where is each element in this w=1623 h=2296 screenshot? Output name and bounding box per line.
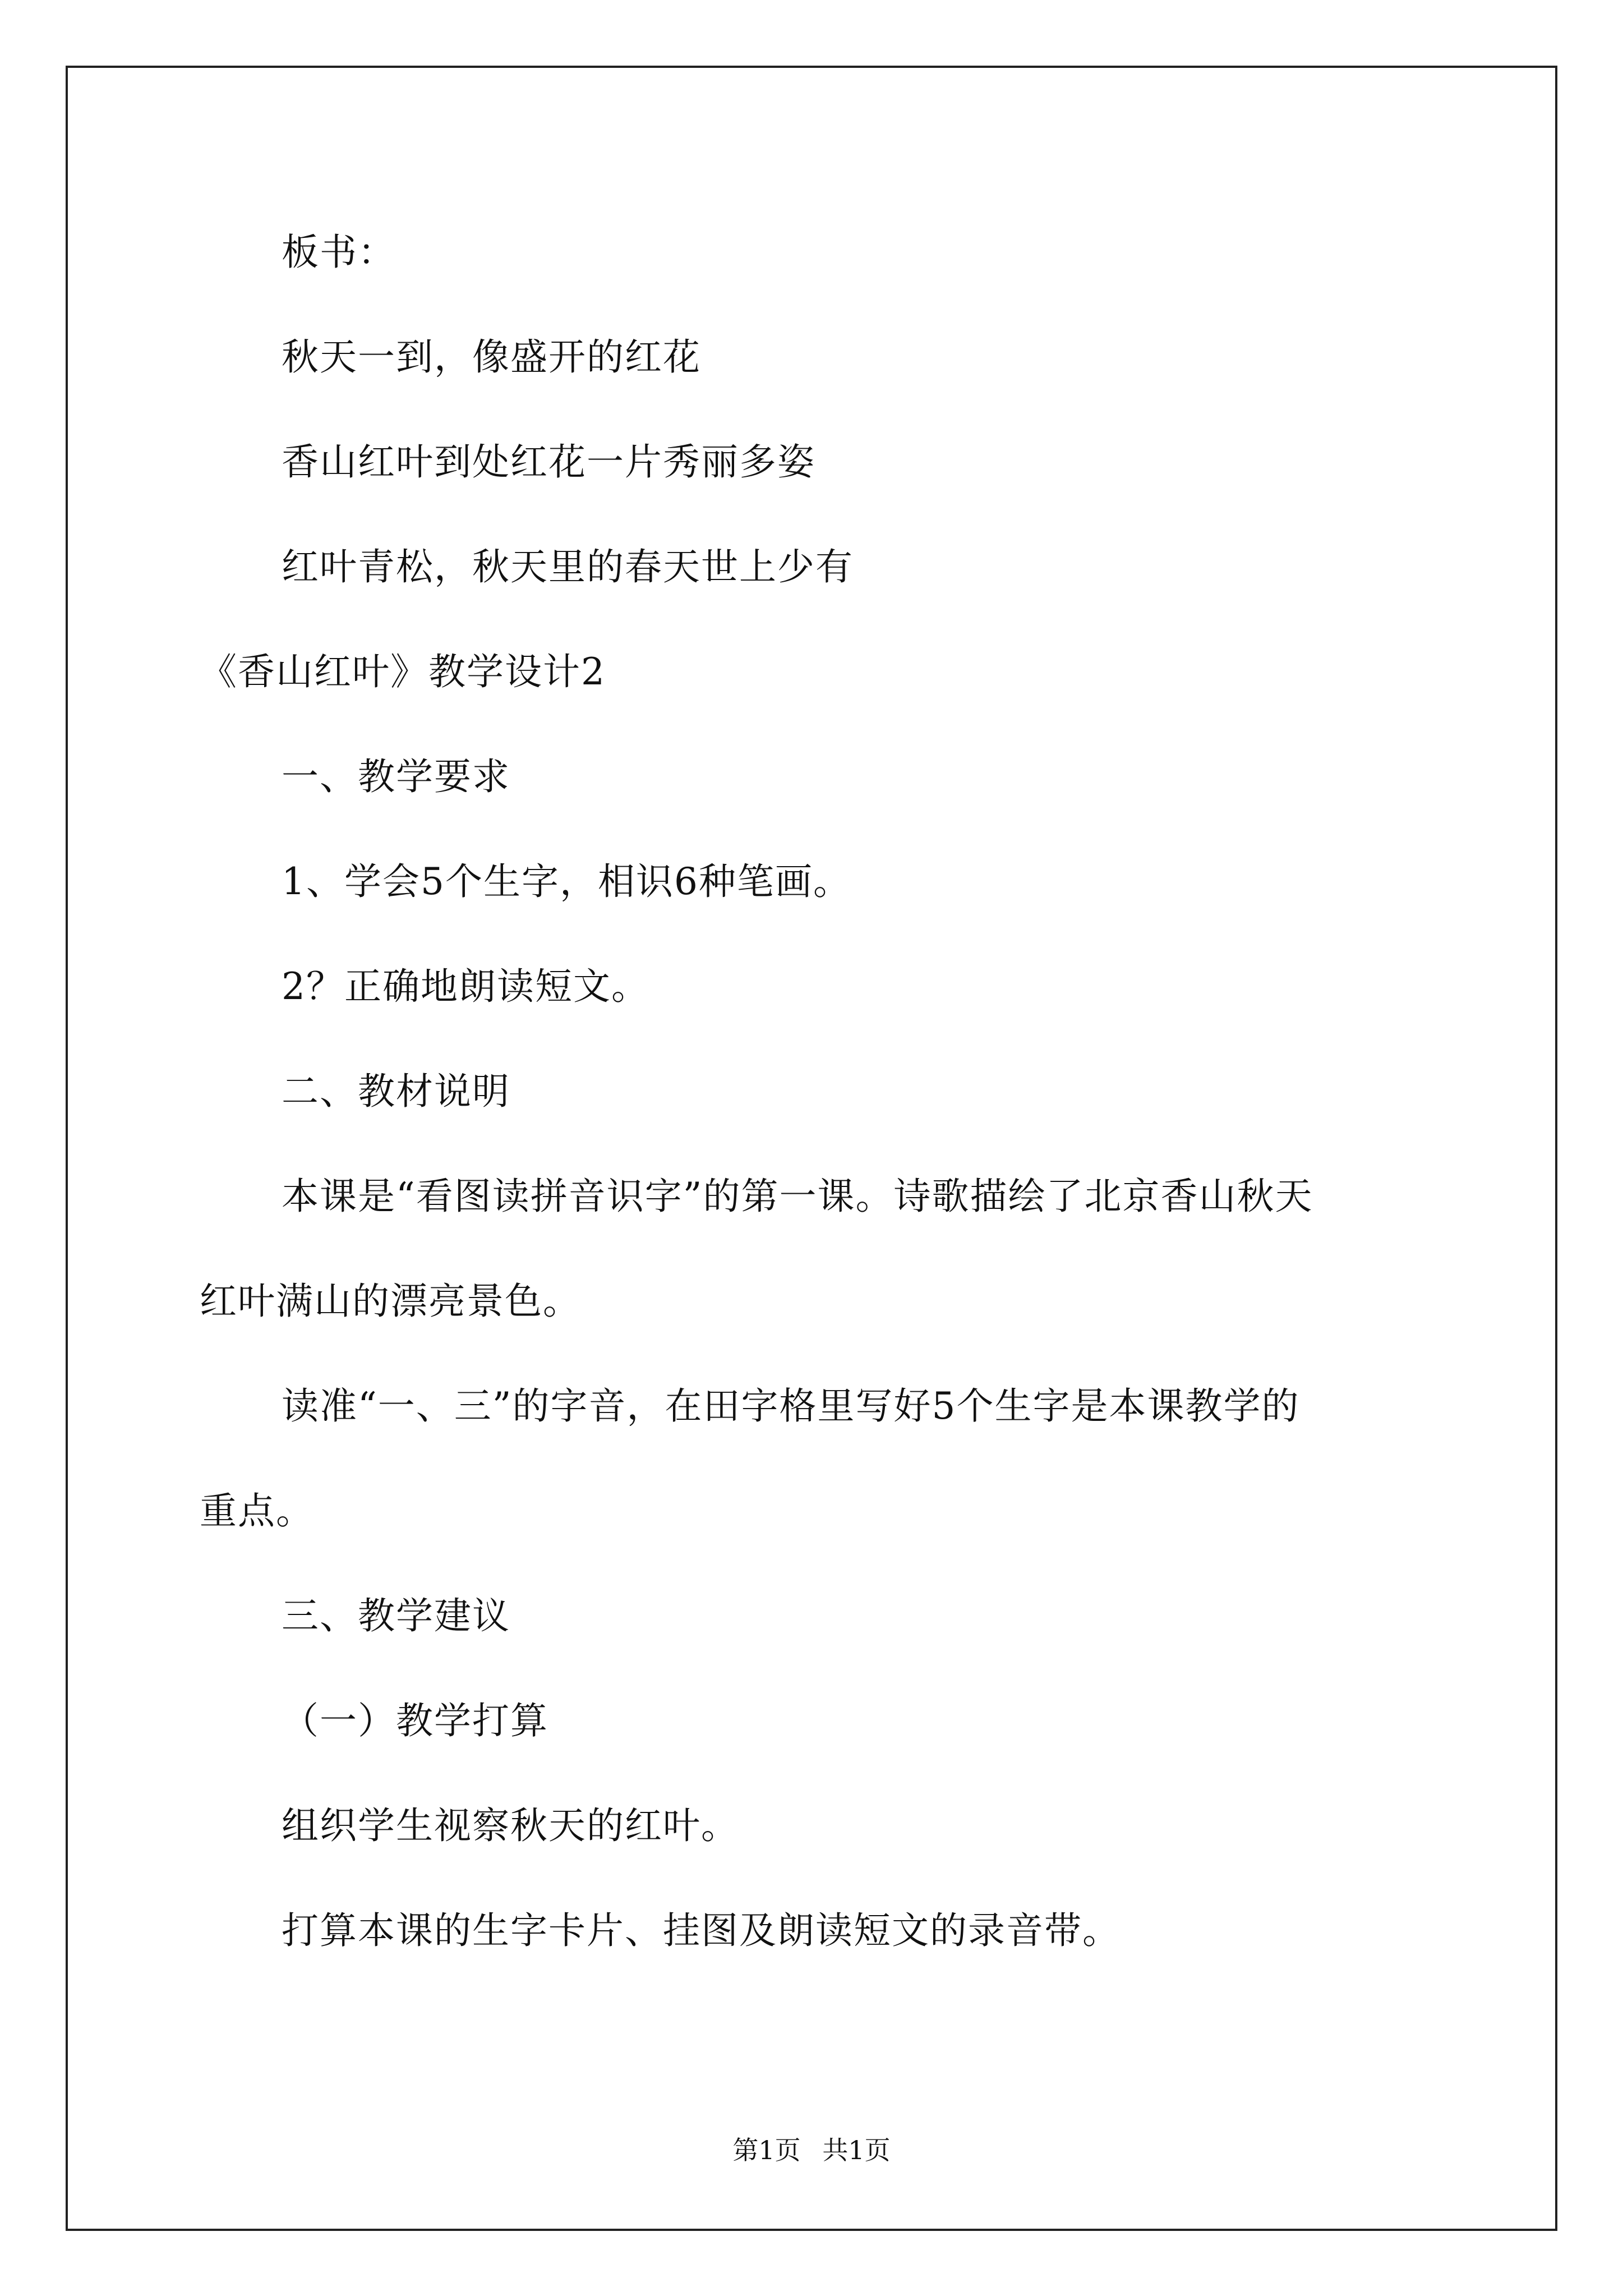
page-number-total: 共1页 xyxy=(822,2135,891,2165)
page-number-current: 第1页 xyxy=(732,2135,801,2165)
board-line-2: 香山红叶到处红花一片秀丽多姿 xyxy=(282,440,815,484)
materials-paragraph-line-2: 红叶满山的漂亮景色。 xyxy=(200,1280,581,1323)
materials-paragraph-line-1: 本课是“看图读拼音识字”的第一课。诗歌描绘了北京香山秋天 xyxy=(282,1175,1313,1218)
preparation-item-1: 组织学生视察秋天的红叶。 xyxy=(282,1804,739,1847)
page-border xyxy=(66,66,1557,2231)
heading-teaching-requirements: 一、教学要求 xyxy=(282,755,510,798)
preparation-item-2: 打算本课的生字卡片、挂图及朗读短文的录音带。 xyxy=(282,1909,1121,1952)
board-line-1: 秋天一到，像盛开的红花 xyxy=(282,335,701,379)
focus-paragraph-line-1: 读准“一、三”的字音，在田字格里写好5个生字是本课教学的 xyxy=(282,1384,1300,1428)
requirement-1: 1、学会5个生字，相识6种笔画。 xyxy=(282,860,851,903)
heading-materials: 二、教材说明 xyxy=(282,1070,510,1113)
heading-suggestions: 三、教学建议 xyxy=(282,1594,510,1637)
board-line-3: 红叶青松，秋天里的春天世上少有 xyxy=(282,545,854,588)
subheading-preparation: （一）教学打算 xyxy=(282,1699,548,1742)
section-title: 《香山红叶》教学设计2 xyxy=(200,650,606,693)
focus-paragraph-line-2: 重点。 xyxy=(200,1489,314,1533)
board-heading: 板书： xyxy=(282,231,396,274)
requirement-2: 2？正确地朗读短文。 xyxy=(282,965,649,1008)
page-footer xyxy=(0,2133,1623,2167)
